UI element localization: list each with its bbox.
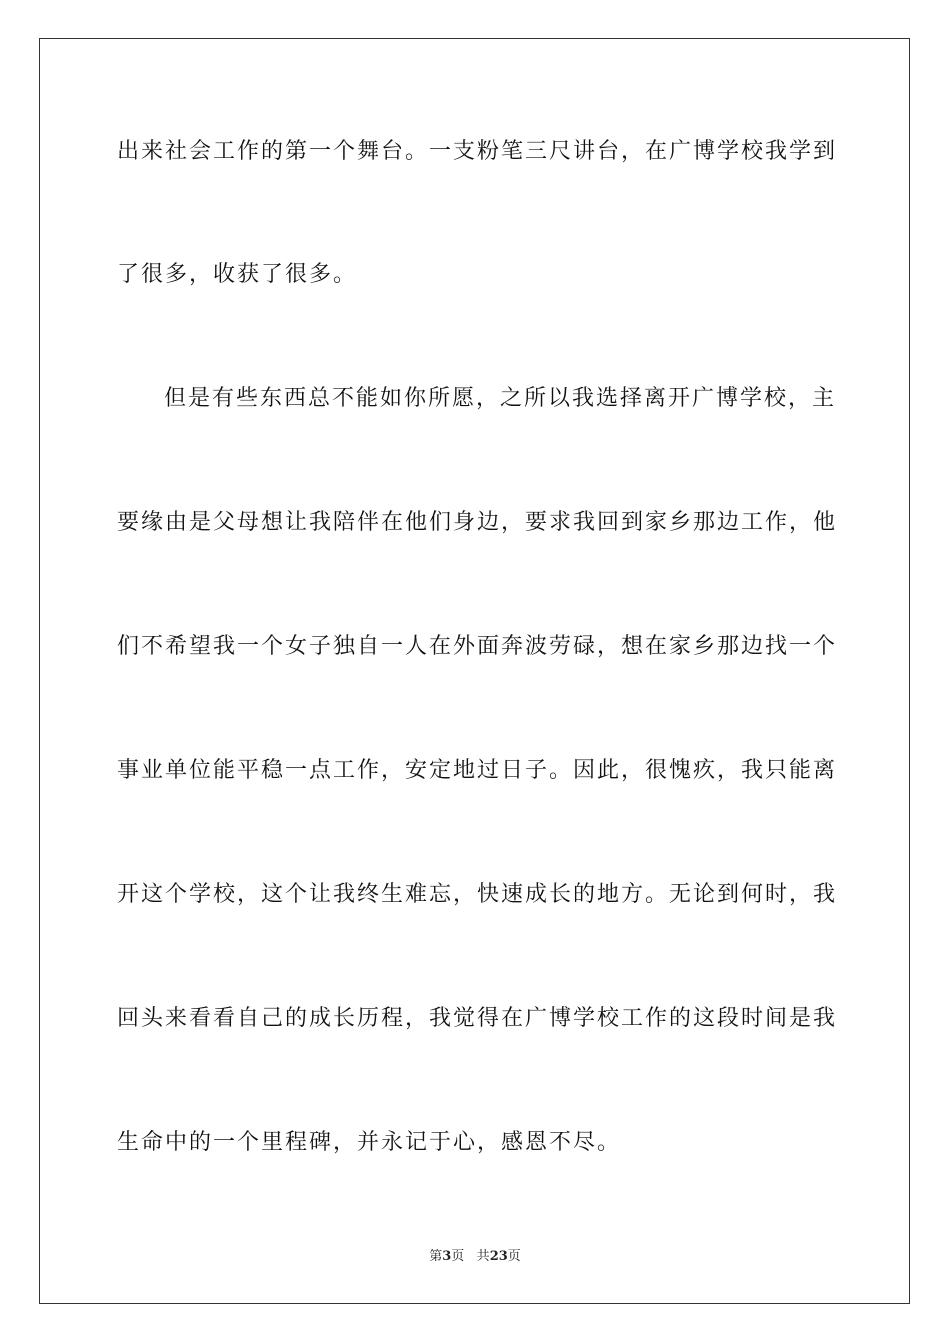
page-prefix: 第 [429, 1249, 443, 1264]
body-text-line-2: 了很多，收获了很多。 [117, 262, 358, 287]
page-border [39, 38, 910, 1304]
body-text-line-5: 们不希望我一个女子独自一人在外面奔波劳碌，想在家乡那边找一个 [117, 634, 838, 659]
page-footer [0, 1248, 950, 1266]
body-text-line-3: 但是有些东西总不能如你所愿，之所以我选择离开广博学校，主 [164, 386, 837, 411]
total-suffix: 页 [507, 1249, 521, 1264]
body-text-line-9: 生命中的一个里程碑，并永记于心，感恩不尽。 [117, 1130, 622, 1155]
body-text-line-1: 出来社会工作的第一个舞台。一支粉笔三尺讲台，在广博学校我学到 [117, 139, 838, 164]
page-suffix: 页 [451, 1249, 465, 1264]
body-text-line-8: 回头来看看自己的成长历程，我觉得在广博学校工作的这段时间是我 [117, 1006, 838, 1031]
total-prefix: 共 [476, 1249, 490, 1264]
body-text-line-7: 开这个学校，这个让我终生难忘，快速成长的地方。无论到何时，我 [117, 882, 838, 907]
page-number: 3 [442, 1249, 452, 1264]
body-text-line-6: 事业单位能平稳一点工作，安定地过日子。因此，很愧疚，我只能离 [117, 758, 838, 783]
body-text-line-4: 要缘由是父母想让我陪伴在他们身边，要求我回到家乡那边工作，他 [117, 510, 838, 535]
total-pages: 23 [489, 1249, 508, 1264]
